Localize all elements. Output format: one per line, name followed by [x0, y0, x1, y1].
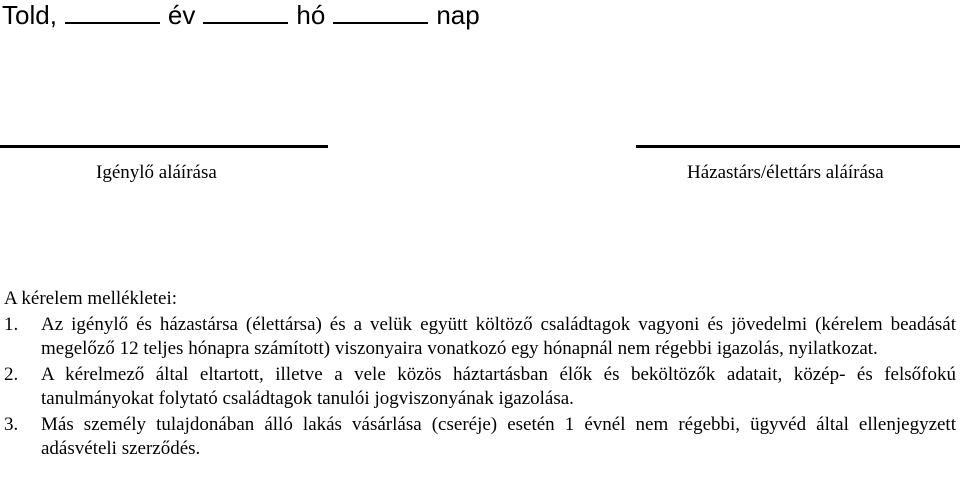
list-item: [4, 413, 956, 461]
place-label: Told,: [2, 0, 57, 30]
spouse-signature-line: [636, 145, 960, 148]
list-item-number: 3.: [4, 414, 19, 435]
month-blank: [203, 0, 288, 24]
attachments-title: A kérelem mellékletei:: [4, 288, 178, 309]
list-item: [4, 313, 956, 361]
list-item-text: Az igénylő és házastársa (élettársa) és a velük együtt költöző családtagok vagyoni és jövedelmi (kérelem beadását megelőző 12 teljes hónapra számított) viszonyaira vonatkozó egy hónapnál nem régebbi igazolás, nyilatkozat.: [41, 314, 956, 359]
list-item: [4, 363, 956, 411]
list-item-number: 2.: [4, 364, 19, 385]
list-item-number: 1.: [4, 314, 19, 335]
applicant-signature-label: Igénylő aláírása: [96, 162, 217, 183]
applicant-signature-line: [0, 145, 328, 148]
day-label: nap: [436, 0, 480, 30]
month-label: hó: [296, 0, 326, 30]
day-blank: [333, 0, 428, 24]
attachments-list: [4, 313, 956, 463]
list-item-text: A kérelmező által eltartott, illetve a vele közös háztartásban élők és beköltözők adatait, közép- és felsőfokú tanulmányokat folytató családtagok tanulói jogviszonyának igazolása.: [41, 364, 956, 409]
year-label: év: [167, 0, 196, 30]
year-blank: [65, 0, 160, 24]
list-item-text: Más személy tulajdonában álló lakás vásárlása (cseréje) esetén 1 évnél nem régebbi, ügyvéd által ellenjegyzett adásvételi szerződés.: [41, 414, 956, 459]
date-line: [2, 0, 480, 30]
spouse-signature-label: Házastárs/élettárs aláírása: [687, 162, 884, 183]
